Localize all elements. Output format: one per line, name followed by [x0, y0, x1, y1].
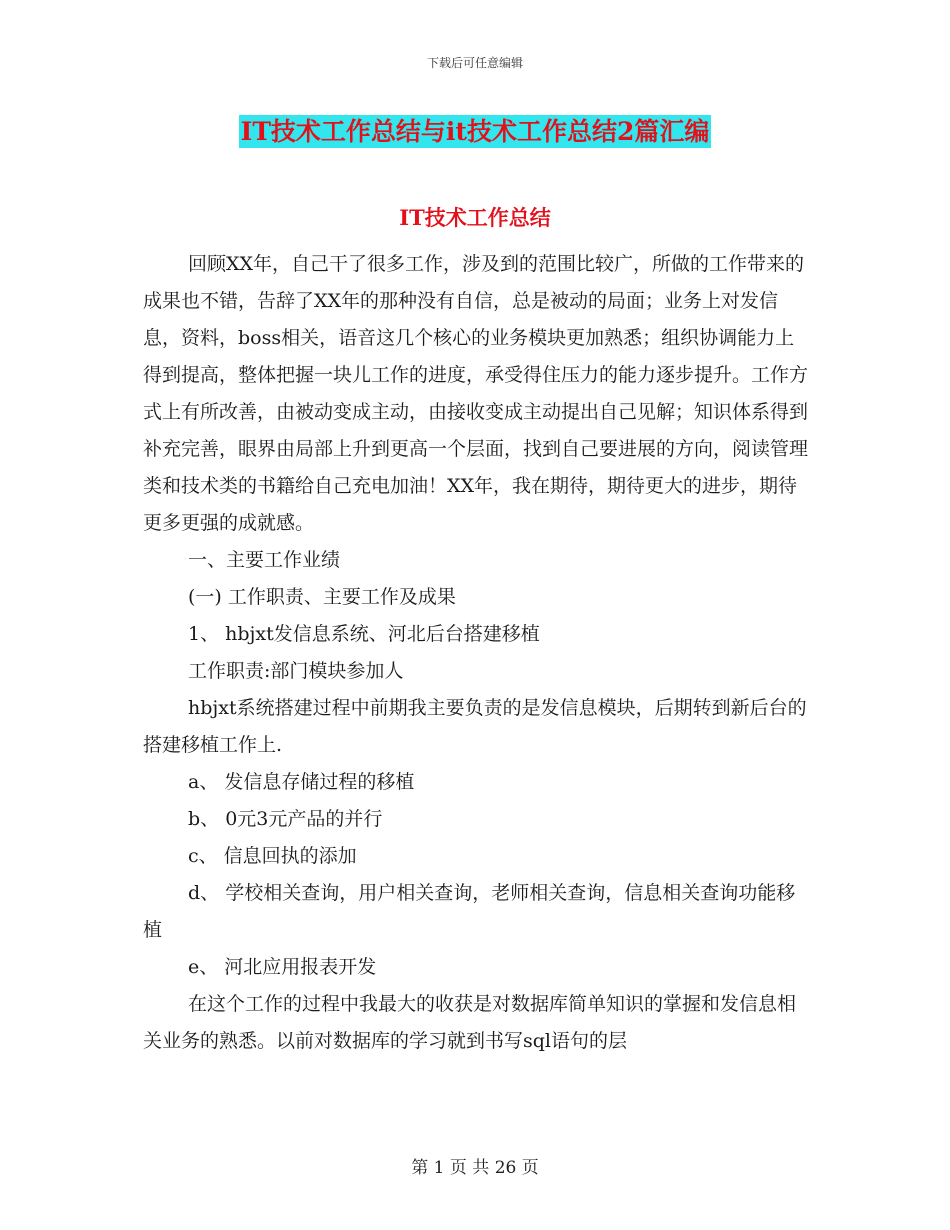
section-title: IT技术工作总结	[399, 205, 551, 230]
paragraph: 工作职责:部门模块参加人	[188, 660, 404, 682]
paragraph: hbjxt系统搭建过程中前期我主要负责的是发信息模块，后期转到新后台的搭建移植工作上.	[143, 697, 807, 756]
list-item: d、 学校相关查询，用户相关查询，老师相关查询，信息相关查询功能移植	[143, 882, 796, 941]
paragraph: 回顾XX年，自己干了很多工作，涉及到的范围比较广，所做的工作带来的成果也不错，告辞了XX年的那种没有自信，总是被动的局面；业务上对发信息，资料，boss相关，语音这几个核心的业务模块更加熟悉；组织协调能力上得到提高，整体把握一块儿工作的进度，承受得住压力的能力逐步提升。工作方式上有所改善，由被动变成主动，由接收变成主动提出自己见解；知识体系得到补充完善，眼界由局部上升到更高一个层面，找到自己要进展的方向，阅读管理类和技术类的书籍给自己充电加油！XX年，我在期待，期待更大的进步，期待更多更强的成就感。	[143, 253, 809, 534]
list-item: c、 信息回执的添加	[188, 845, 357, 867]
list-item: a、 发信息存储过程的移植	[188, 771, 415, 793]
document-title	[0, 112, 950, 148]
list-item: e、 河北应用报表开发	[188, 956, 377, 978]
header-note: 下载后可任意编辑	[426, 56, 523, 70]
subheading-duties: (一) 工作职责、主要工作及成果	[188, 586, 456, 608]
paragraph: 在这个工作的过程中我最大的收获是对数据库简单知识的掌握和发信息相关业务的熟悉。以前对数据库的学习就到书写sql语句的层	[143, 993, 797, 1052]
list-item: b、 0元3元产品的并行	[188, 808, 383, 830]
document-body	[143, 246, 808, 1060]
heading-main-achievements: 一、主要工作业绩	[188, 549, 341, 571]
list-item: 1、 hbjxt发信息系统、河北后台搭建移植	[188, 623, 540, 645]
page-footer: 第 1 页 共 26 页	[411, 1158, 539, 1178]
document-title-text: IT技术工作总结与it技术工作总结2篇汇编	[240, 117, 710, 146]
